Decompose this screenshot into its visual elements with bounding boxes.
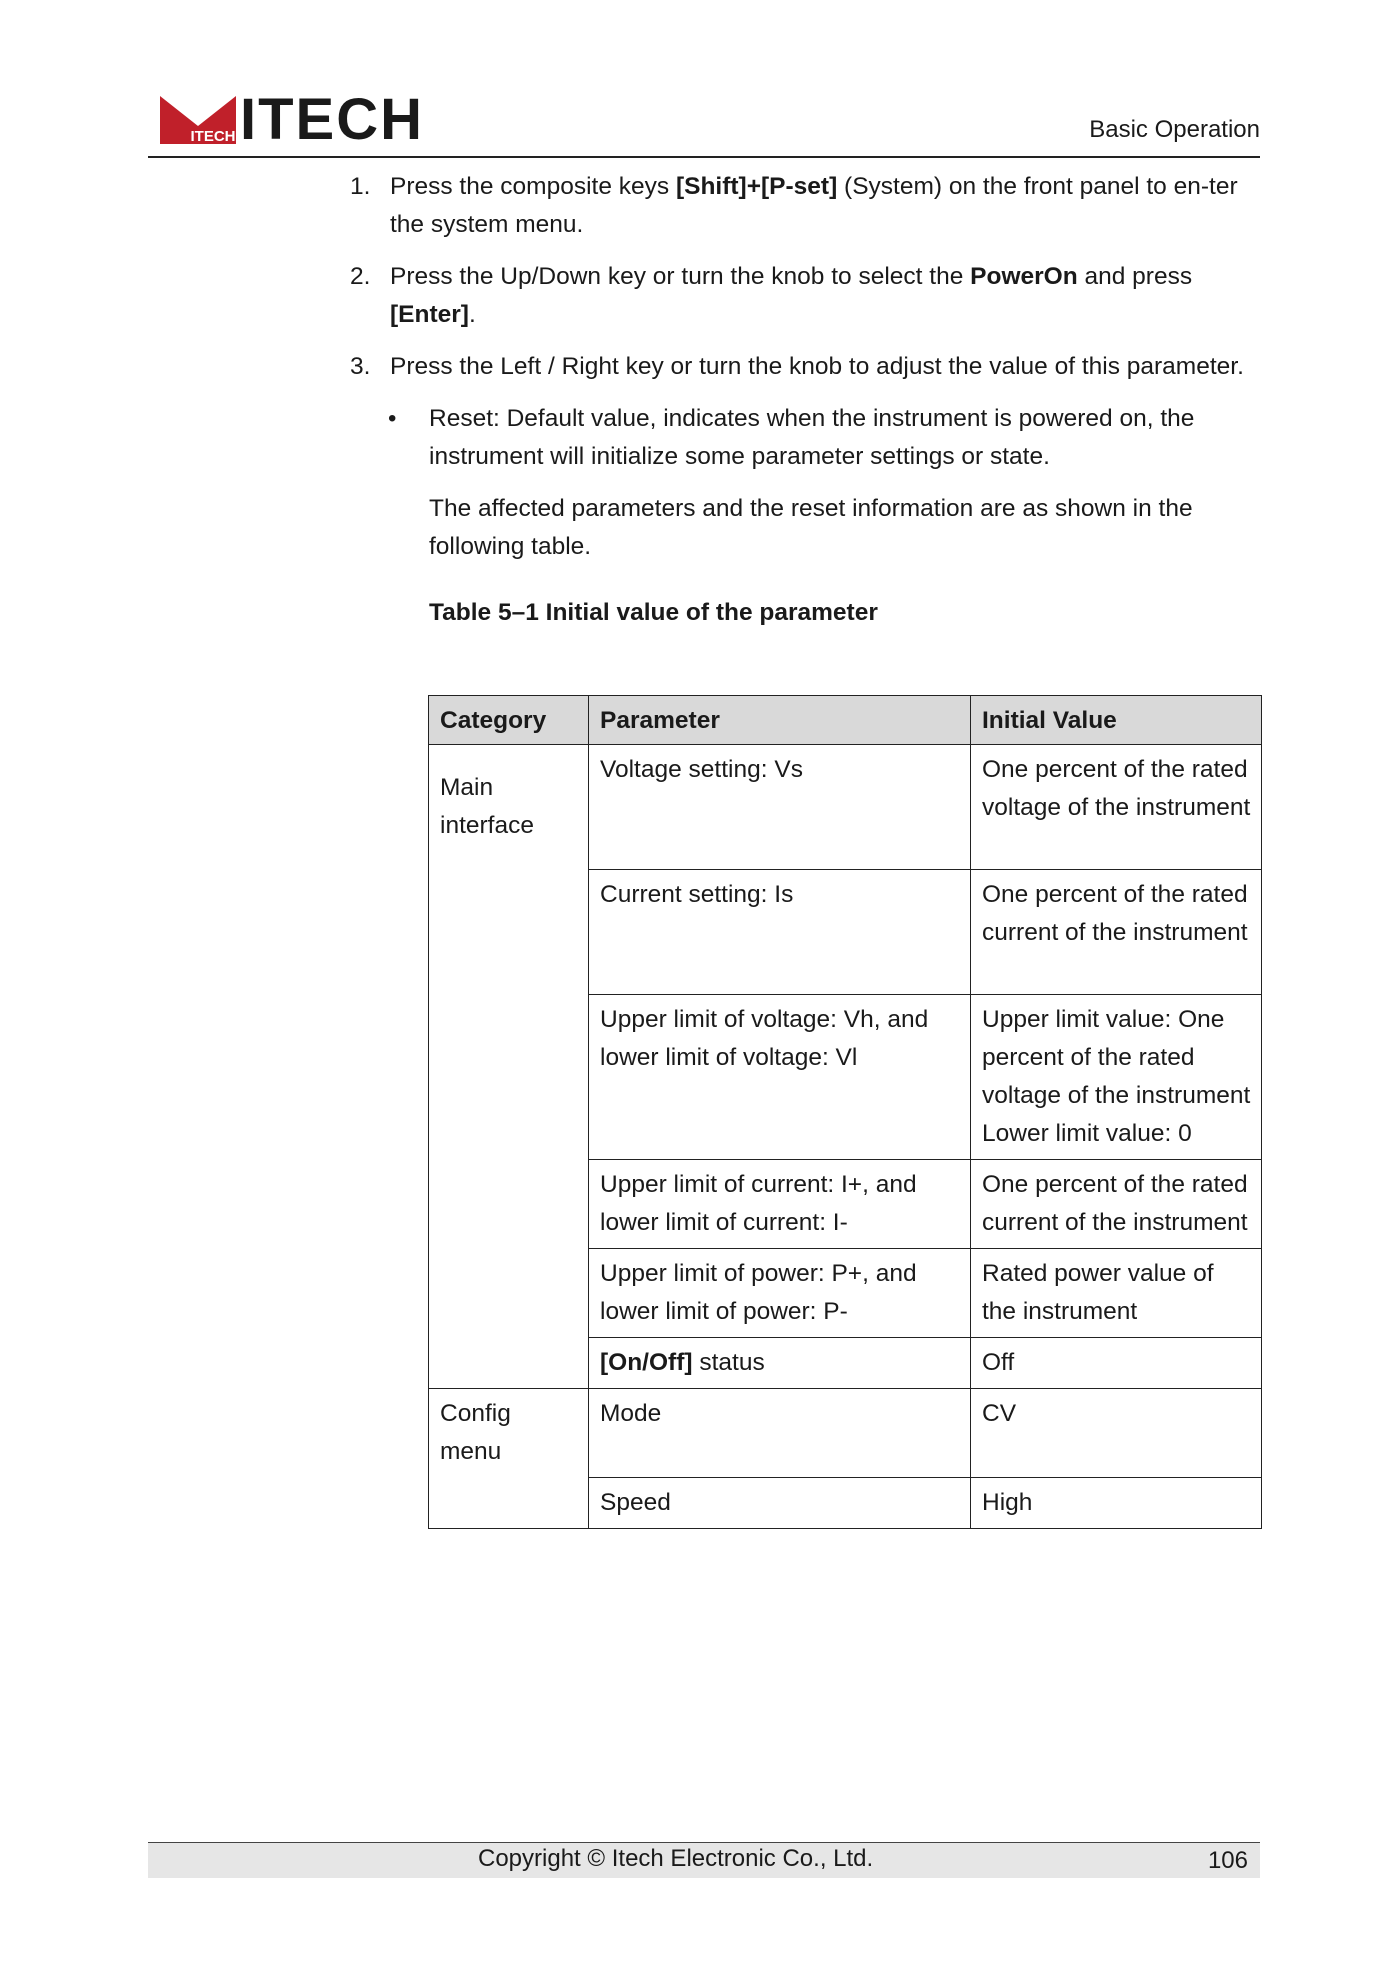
parameter-cell: Voltage setting: Vs (589, 745, 971, 870)
value-cell: One percent of the rated voltage of the instrument (971, 745, 1262, 870)
parameter-cell: Upper limit of current: I+, and lower limit of current: I- (589, 1160, 971, 1249)
parameter-cell: Upper limit of power: P+, and lower limit of power: P- (589, 1249, 971, 1338)
column-header-initial-value: Initial Value (971, 696, 1262, 745)
step-1 (350, 168, 1260, 244)
table-row (429, 1389, 1262, 1478)
parameter-cell: Speed (589, 1478, 971, 1529)
itech-logo (160, 87, 424, 152)
parameter-cell (589, 1338, 971, 1389)
parameter-table (428, 695, 1262, 1529)
value-cell: CV (971, 1389, 1262, 1478)
value-cell: High (971, 1478, 1262, 1529)
page-footer (148, 1842, 1260, 1878)
parameter-cell: Upper limit of voltage: Vh, and lower limit of voltage: Vl (589, 995, 971, 1160)
page-number: 106 (1207, 1847, 1248, 1874)
value-cell: Rated power value of the instrument (971, 1249, 1262, 1338)
value-cell: One percent of the rated current of the instrument (971, 1160, 1262, 1249)
copyright-text: Copyright © Itech Electronic Co., Ltd. (478, 1845, 874, 1872)
step-number: 3. (350, 353, 371, 380)
step-text: Press the Up/Down key or turn the knob to select the (390, 263, 971, 290)
value-line: Lower limit value: 0 (982, 1120, 1192, 1147)
main-content (350, 168, 1260, 632)
key-name: [Enter] (390, 301, 469, 328)
category-cell: Config menu (429, 1389, 589, 1529)
step-2 (350, 258, 1260, 334)
logo-badge-text: ITECH (190, 128, 236, 144)
parameter-cell: Mode (589, 1389, 971, 1478)
key-combo: [Shift]+[P-set] (675, 173, 838, 200)
page-header (148, 87, 1260, 158)
step-text: and press (1077, 263, 1193, 290)
table-header-row (429, 696, 1262, 745)
step-text: . (468, 301, 476, 328)
value-cell: One percent of the rated current of the instrument (971, 870, 1262, 995)
category-cell: Main interface (429, 745, 589, 1389)
menu-item-name: PowerOn (970, 263, 1078, 290)
logo-text: ITECH (240, 87, 424, 152)
step-number: 2. (350, 263, 371, 290)
column-header-parameter: Parameter (589, 696, 971, 745)
logo-mark-icon (160, 96, 236, 144)
step-text: Press the composite keys (390, 173, 676, 200)
step-text: Press the Left / Right key or turn the knob to adjust the value of this parameter. (390, 353, 1244, 380)
bullet-text: Reset: Default value, indicates when the instrument is powered on, the instrument will initialize some parameter settings or state. (429, 405, 1195, 470)
value-cell (971, 995, 1262, 1160)
key-name: [On/Off] (600, 1349, 693, 1376)
table-row (429, 745, 1262, 870)
bullet-icon: • (388, 405, 397, 432)
value-cell: Off (971, 1338, 1262, 1389)
parameter-cell: Current setting: Is (589, 870, 971, 995)
bullet-item (350, 400, 1260, 476)
step-text: (System) on the front panel to en-ter the system menu. (390, 173, 1238, 238)
step-3 (350, 348, 1260, 386)
body-paragraph: The affected parameters and the reset information are as shown in the following table. (429, 495, 1193, 560)
step-number: 1. (350, 173, 371, 200)
column-header-category: Category (429, 696, 589, 745)
parameter-text: status (692, 1349, 765, 1376)
value-line: Upper limit value: One percent of the rated voltage of the instrument (982, 1006, 1251, 1109)
table-caption: Table 5–1 Initial value of the parameter (429, 599, 878, 626)
section-title: Basic Operation (1089, 116, 1260, 143)
